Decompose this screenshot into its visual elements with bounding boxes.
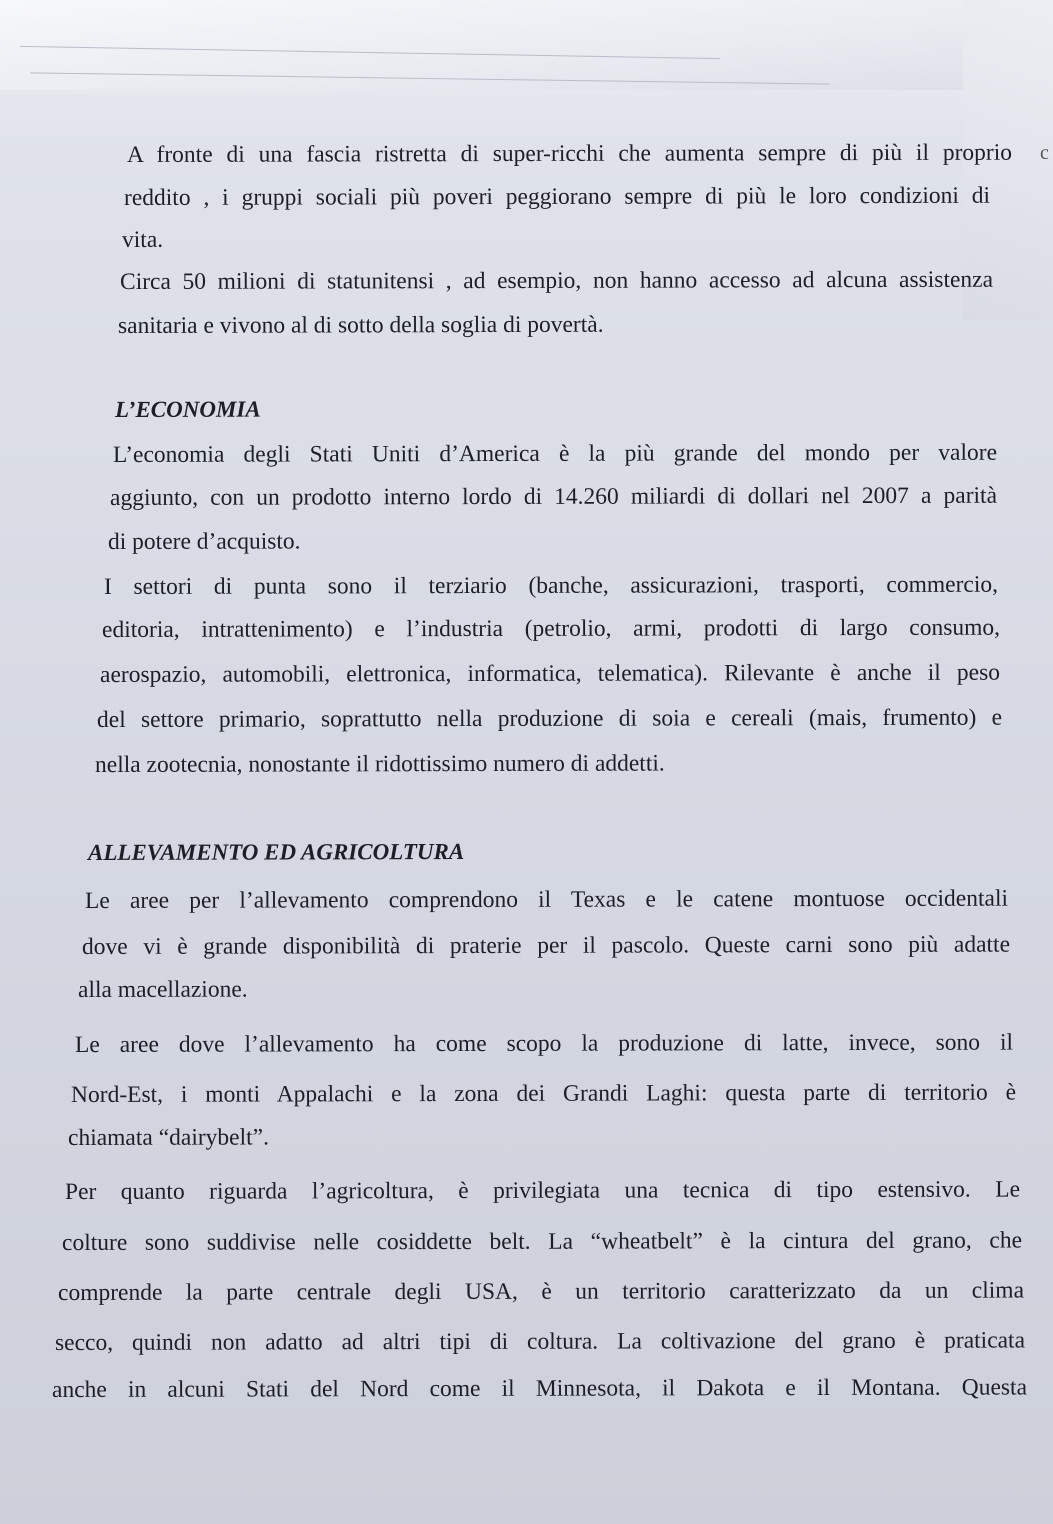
text-line: Le aree dove l’allevamento ha come scopo la produzione di latte, invece, sono il bbox=[74, 1029, 1014, 1058]
section-heading: L’ECONOMIA bbox=[114, 396, 261, 422]
text-line: di potere d’acquisto. bbox=[107, 528, 301, 555]
text-line: A fronte di una fascia ristretta di super-ricchi che aumenta sempre di più il proprio bbox=[126, 139, 1013, 168]
section-heading: ALLEVAMENTO ED AGRICOLTURA bbox=[87, 839, 465, 865]
text-line: Le aree per l’allevamento comprendono il Texas e le catene montuose occidentali bbox=[84, 885, 1009, 914]
text-line: Per quanto riguarda l’agricoltura, è privilegiata una tecnica di tipo estensivo. Le bbox=[64, 1176, 1021, 1205]
text-line: Nord-Est, i monti Appalachi e la zona dei Grandi Laghi: questa parte di territorio è bbox=[70, 1079, 1017, 1108]
text-line: aggiunto, con un prodotto interno lordo di 14.260 miliardi di dollari nel 2007 a parità bbox=[109, 482, 998, 511]
text-line: colture sono suddivise nelle cosiddette belt. La “wheatbelt” è la cintura del grano, che bbox=[61, 1227, 1023, 1256]
text-line: comprende la parte centrale degli USA, è un territorio caratterizzato da un clima bbox=[57, 1277, 1025, 1306]
text-line: secco, quindi non adatto ad altri tipi di coltura. La coltivazione del grano è praticata bbox=[54, 1327, 1026, 1356]
text-line: dove vi è grande disponibilità di praterie per il pascolo. Queste carni sono più adatte bbox=[81, 931, 1011, 960]
text-line: del settore primario, soprattutto nella produzione di soia e cereali (mais, frumento) e bbox=[96, 704, 1003, 733]
text-line: reddito , i gruppi sociali più poveri peggiorano sempre di più le loro condizioni di bbox=[123, 182, 991, 211]
text-line: alla macellazione. bbox=[77, 976, 248, 1003]
text-line: vita. bbox=[121, 226, 164, 253]
text-line: editoria, intrattenimento) e l’industria (petrolio, armi, prodotti di largo consumo, bbox=[101, 614, 1001, 643]
text-line: I settori di punta sono il terziario (banche, assicurazioni, trasporti, commercio, bbox=[103, 571, 999, 600]
text-line: Circa 50 milioni di statunitensi , ad esempio, non hanno accesso ad alcuna assistenza bbox=[119, 266, 994, 295]
text-line: sanitaria e vivono al di sotto della soglia di povertà. bbox=[117, 311, 604, 339]
text-line: aerospazio, automobili, elettronica, informatica, telematica). Rilevante è anche il peso bbox=[99, 659, 1001, 688]
text-line: anche in alcuni Stati del Nord come il Minnesota, il Dakota e il Montana. Questa bbox=[51, 1374, 1028, 1403]
margin-mark: c bbox=[1040, 142, 1049, 164]
text-line: chiamata “dairybelt”. bbox=[67, 1124, 269, 1151]
text-line: nella zootecnia, nonostante il ridottissimo numero di addetti. bbox=[94, 750, 665, 778]
text-line: L’economia degli Stati Uniti d’America è la più grande del mondo per valore bbox=[112, 439, 998, 468]
page-edge-background bbox=[0, 0, 1053, 90]
